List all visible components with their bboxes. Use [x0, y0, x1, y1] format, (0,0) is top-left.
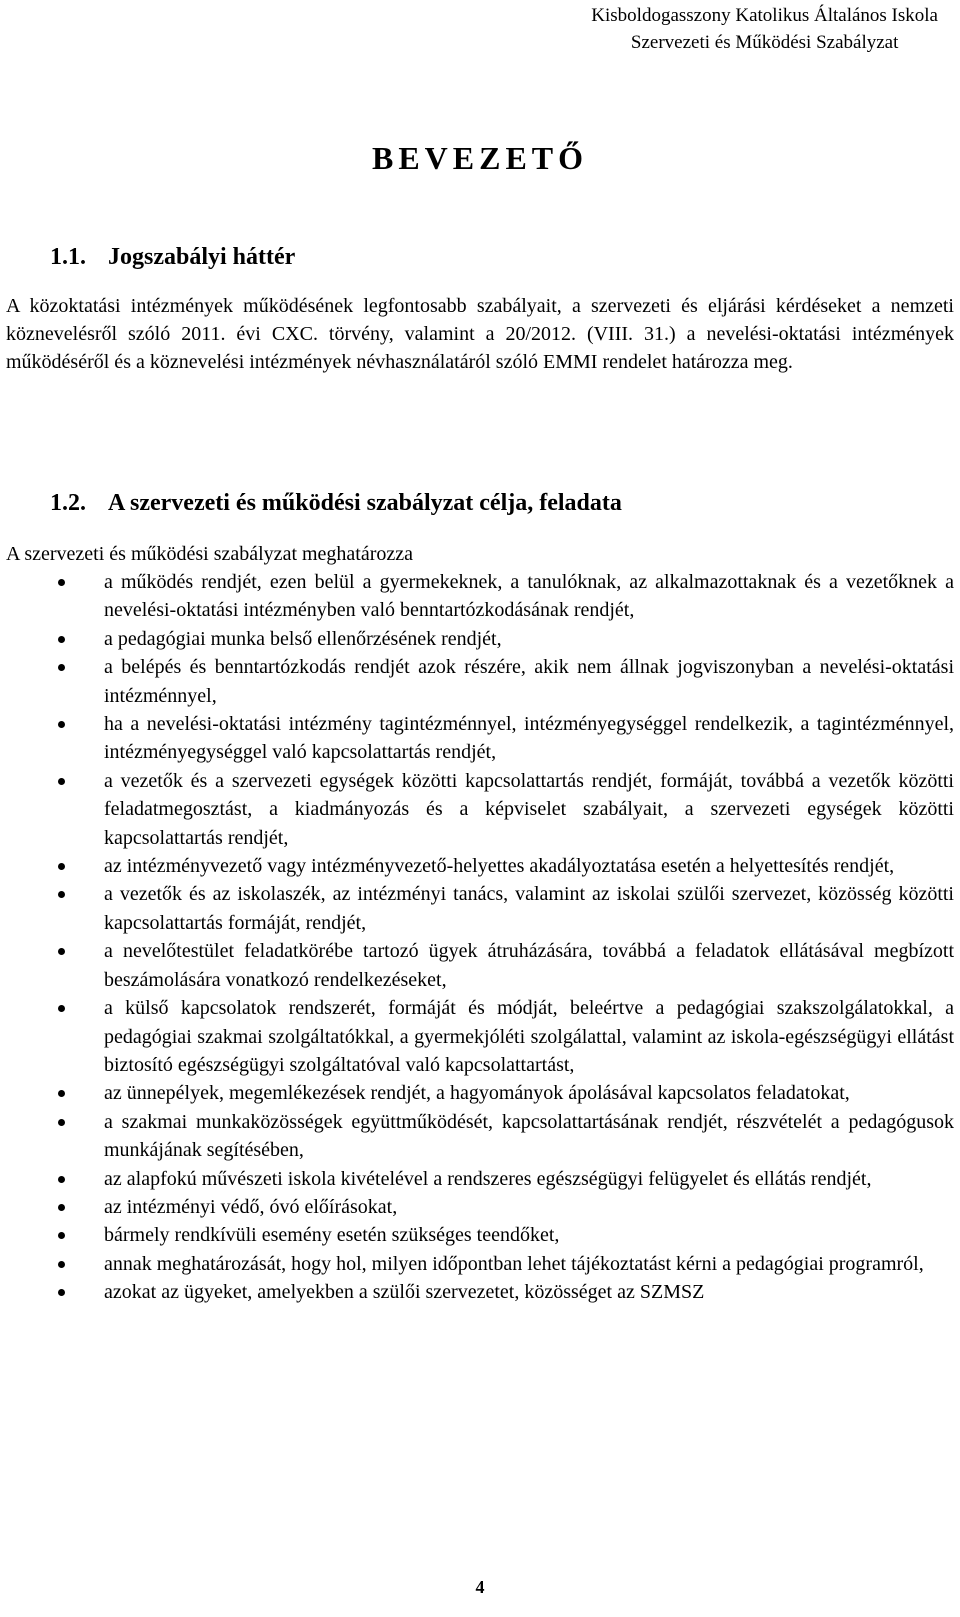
- page-title: BEVEZETŐ: [371, 140, 589, 176]
- list-item-text: az alapfokú művészeti iskola kivételével a rendszeres egészségügyi felügyelet és ellátás rendjét,: [104, 1167, 872, 1190]
- list-item-text: azokat az ügyeket, amelyekben a szülői szervezetet, közösséget az SZMSZ: [104, 1281, 705, 1304]
- list-item-text: a vezetők és a szervezeti egységek közötti kapcsolattartás rendjét, formáját, továbbá a vezetők közötti feladatmegosztást, a kiadmányozás és a képviselet szabályait, a szervezeti egységek közötti kapcsolattartás rendjét,: [104, 769, 954, 849]
- list-item: [104, 710, 954, 767]
- header-school-name: Kisboldogasszony Katolikus Általános Iskola: [591, 5, 938, 26]
- bullet-icon: [58, 636, 65, 643]
- header-document-name: Szervezeti és Működési Szabályzat: [630, 32, 899, 53]
- bullet-icon: [58, 664, 65, 671]
- bullet-icon: [58, 1261, 65, 1268]
- section-title: Jogszabályi háttér: [108, 244, 296, 270]
- section-number: 1.1.: [50, 244, 86, 270]
- list-item-text: a belépés és benntartózkodás rendjét azok részére, akik nem állnak jogviszonyban a nevelési-oktatási intézménnyel,: [104, 656, 954, 707]
- list-item: [104, 568, 954, 625]
- bullet-icon: [58, 1005, 65, 1012]
- list-item-text: bármely rendkívüli esemény esetén szükséges teendőket,: [104, 1224, 560, 1247]
- list-item-text: a pedagógiai munka belső ellenőrzésének rendjét,: [104, 627, 502, 650]
- section-title: A szervezeti és működési szabályzat célja, feladata: [108, 490, 622, 516]
- list-item-text: a külső kapcsolatok rendszerét, formáját és módját, beleértve a pedagógiai szakszolgálatokkal, a pedagógiai szakmai szolgáltatókkal, a gyermekjóléti szolgálattal, valamint az iskola-egészségügyi ellátást biztosító egészségügyi szolgáltatóval való kapcsolattartást,: [104, 997, 954, 1076]
- list-item-text: az intézményi védő, óvó előírásokat,: [104, 1195, 398, 1218]
- list-item-text: a nevelőtestület feladatkörébe tartozó ügyek átruházására, továbbá a feladatok ellátásával megbízott beszámolására vonatkozó rendelkezéseket,: [104, 940, 954, 991]
- bullet-icon: [58, 948, 65, 955]
- list-item-text: a működés rendjét, ezen belül a gyermekeknek, a tanulóknak, az alkalmazottaknak és a vezetőknek a nevelési-oktatási intézményben való benntartózkodásának rendjét,: [104, 571, 954, 622]
- list-item: [104, 767, 954, 852]
- bullet-icon: [58, 1204, 65, 1211]
- list-item: [104, 880, 954, 937]
- legal-background-paragraph: A közoktatási intézmények működésének legfontosabb szabályait, a szervezeti és eljárási kérdéseket a nemzeti köznevelésről szóló 2011. évi CXC. törvény, valamint a 20/2012. (VIII. 31.) a nevelési-oktatási intézmények működéséről és a köznevelési intézmények névhasználatáról szóló EMMI rendelet határozza meg.: [6, 295, 954, 373]
- bullet-icon: [58, 778, 65, 785]
- list-item: [104, 994, 954, 1079]
- bullet-icon: [58, 1232, 65, 1239]
- bullet-icon: [58, 1119, 65, 1126]
- page-number: 4: [475, 1577, 485, 1597]
- list-item: [104, 937, 954, 994]
- bullet-icon: [58, 579, 65, 586]
- bullet-icon: [58, 863, 65, 870]
- purpose-intro: A szervezeti és működési szabályzat meghatározza: [6, 543, 414, 565]
- bullet-icon: [58, 721, 65, 728]
- list-item-text: a vezetők és az iskolaszék, az intézményi tanács, valamint az iskolai szülői szervezet, közösség közötti kapcsolattartás formáját, rendjét,: [104, 883, 954, 934]
- section-heading-purpose: [50, 490, 622, 517]
- list-item: [104, 1079, 954, 1107]
- list-item-text: ha a nevelési-oktatási intézmény tagintézménnyel, intézményegységgel rendelkezik, a tagintézménnyel, intézményegységgel való kapcsolattartás rendjét,: [104, 713, 954, 764]
- list-item-text: az intézményvezető vagy intézményvezető-helyettes akadályoztatása esetén a helyettesítés rendjét,: [104, 855, 895, 878]
- list-item-text: annak meghatározását, hogy hol, milyen időpontban lehet tájékoztatást kérni a pedagógiai programról,: [104, 1252, 924, 1275]
- bullet-icon: [58, 1090, 65, 1097]
- bullet-icon: [58, 1176, 65, 1183]
- list-item-text: a szakmai munkaközösségek együttműködését, kapcsolattartásának rendjét, részvételét a pedagógusok munkájának segítésében,: [104, 1110, 954, 1162]
- list-item: [104, 653, 954, 710]
- list-item: [104, 1278, 954, 1306]
- purpose-bullet-list: [0, 568, 960, 1307]
- section-heading-legal-background: [50, 244, 295, 271]
- section-number: 1.2.: [50, 490, 86, 516]
- list-item: [104, 1221, 954, 1249]
- page-header: [591, 2, 938, 56]
- list-item: [104, 852, 954, 880]
- list-item: [104, 1108, 954, 1165]
- bullet-icon: [58, 1289, 65, 1296]
- bullet-icon: [58, 891, 65, 898]
- list-item: [104, 1165, 954, 1193]
- list-item: [104, 1250, 954, 1278]
- list-item: [104, 1193, 954, 1221]
- list-item-text: az ünnepélyek, megemlékezések rendjét, a hagyományok ápolásával kapcsolatos feladatokat,: [104, 1082, 850, 1105]
- list-item: [104, 625, 954, 653]
